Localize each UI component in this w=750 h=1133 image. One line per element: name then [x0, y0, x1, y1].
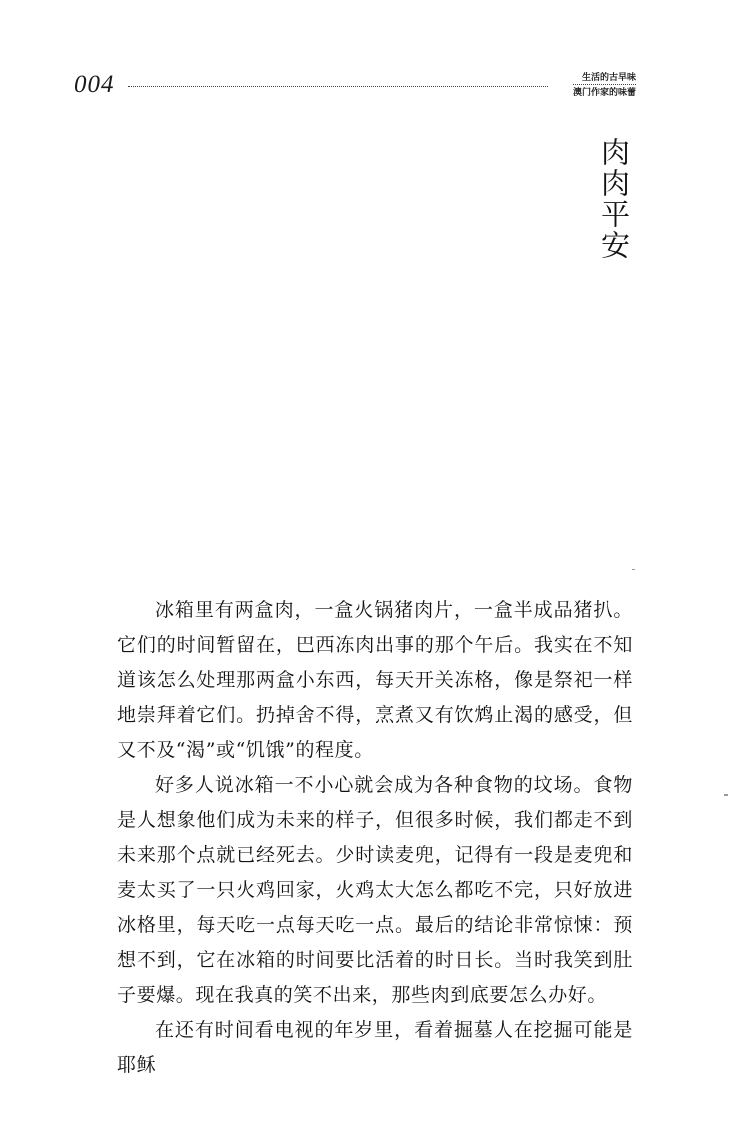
page-number: 004 [74, 71, 115, 98]
running-header [573, 72, 636, 99]
paragraph: 好多人说冰箱一不小心就会成为各种食物的坟场。食物是人想象他们成为未来的样子，但很多时候，我们都走不到未来那个点就已经死去。少时读麦兜，记得有一段是麦兜和麦太买了一只火鸡回家，火鸡太大怎么都吃不完，只好放进冰格里，每天吃一点每天吃一点。最后的结论非常惊悚：预想不到，它在冰箱的时间要比活着的时日长。当时我笑到肚子要爆。现在我真的笑不出来，那些肉到底要怎么办好。 [117, 774, 633, 1006]
header-rule [128, 86, 548, 87]
print-speck [632, 569, 635, 570]
chapter-title: 肉肉平安 [597, 137, 631, 261]
print-speck [724, 794, 728, 796]
book-subtitle: 澳门作家的味蕾 [573, 84, 636, 99]
paragraph: 冰箱里有两盒肉，一盒火锅猪肉片，一盒半成品猪扒。它们的时间暂留在，巴西冻肉出事的那个午后。我实在不知道该怎么处理那两盒小东西，每天开关冻格，像是祭祀一样地崇拜着它们。扔掉舍不得，烹煮又有饮鸩止渴的感受，但又不及“渴”或“饥饿”的程度。 [117, 599, 633, 761]
paragraph: 在还有时间看电视的年岁里，看着掘墓人在挖掘可能是耶稣 [117, 1019, 633, 1076]
book-title: 生活的古早味 [581, 73, 636, 83]
body-text [117, 593, 633, 1083]
